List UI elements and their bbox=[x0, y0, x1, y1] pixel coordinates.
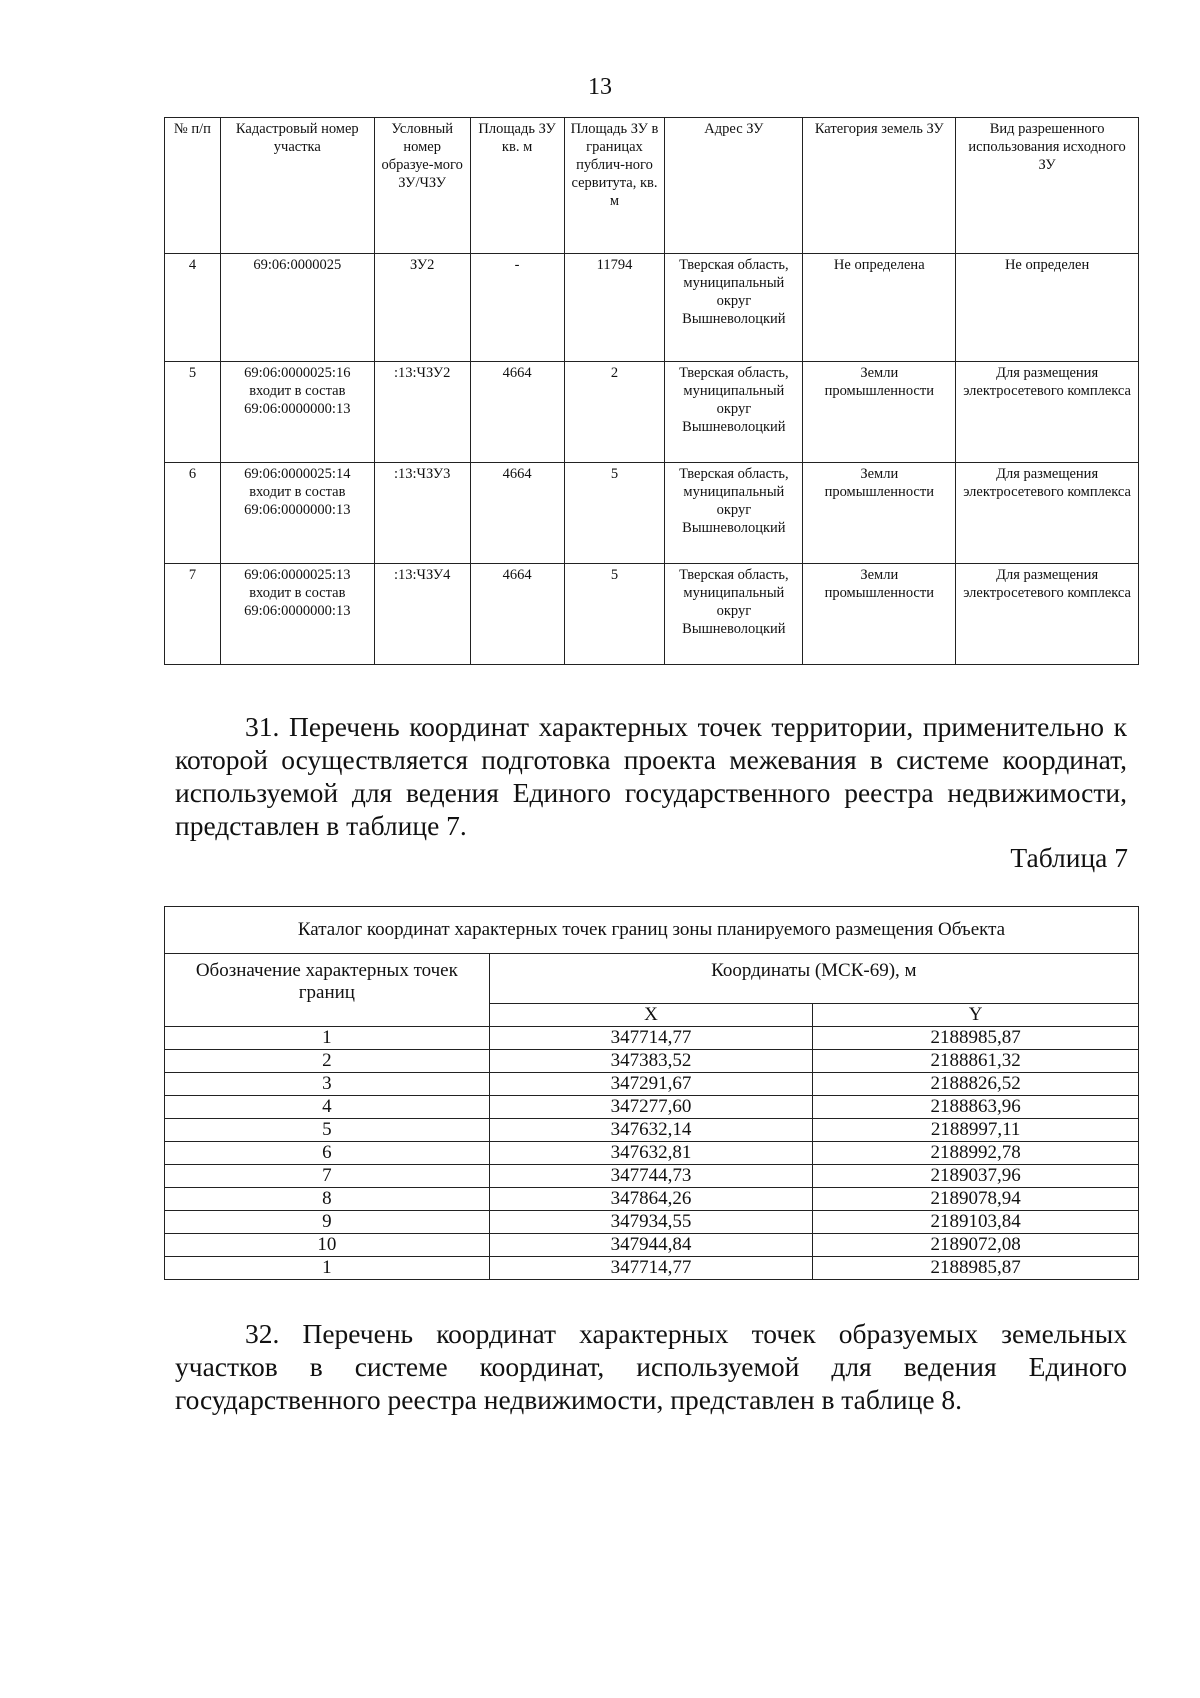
table-row bbox=[165, 463, 1139, 564]
y-value: 2188997,11 bbox=[813, 1119, 1139, 1142]
y-value: 2189072,08 bbox=[813, 1234, 1139, 1257]
parcel-area: - bbox=[470, 254, 564, 362]
conditional-number: :13:ЧЗУ2 bbox=[374, 362, 470, 463]
header-cell: Категория земель ЗУ bbox=[803, 118, 956, 254]
y-value: 2188985,87 bbox=[813, 1027, 1139, 1050]
x-value: 347944,84 bbox=[489, 1234, 813, 1257]
y-value: 2188992,78 bbox=[813, 1142, 1139, 1165]
row-number: 6 bbox=[165, 463, 221, 564]
x-value: 347277,60 bbox=[489, 1096, 813, 1119]
point-label: 3 bbox=[165, 1073, 490, 1096]
permitted-use: Для размещения электросетевого комплекса bbox=[956, 564, 1139, 665]
point-label: 1 bbox=[165, 1027, 490, 1050]
point-label: 10 bbox=[165, 1234, 490, 1257]
land-category: Земли промышленности bbox=[803, 362, 956, 463]
paragraph-32 bbox=[175, 1317, 1127, 1416]
servitude-area: 5 bbox=[564, 463, 665, 564]
x-value: 347714,77 bbox=[489, 1257, 813, 1280]
header-cell: Площадь ЗУ кв. м bbox=[470, 118, 564, 254]
parcels-table bbox=[164, 117, 1139, 665]
parcel-area: 4664 bbox=[470, 362, 564, 463]
y-column-header: Y bbox=[813, 1004, 1139, 1027]
header-cell: Площадь ЗУ в границах публич-ного сервитута, кв. м bbox=[564, 118, 665, 254]
table-row bbox=[165, 1027, 1139, 1050]
row-number: 7 bbox=[165, 564, 221, 665]
cadastral-number: 69:06:0000025:14 входит в состав 69:06:0000000:13 bbox=[220, 463, 374, 564]
y-value: 2189037,96 bbox=[813, 1165, 1139, 1188]
point-column-header: Обозначение характерных точек границ bbox=[165, 954, 490, 1027]
permitted-use: Не определен bbox=[956, 254, 1139, 362]
point-label: 7 bbox=[165, 1165, 490, 1188]
header-cell: Адрес ЗУ bbox=[665, 118, 803, 254]
land-category: Земли промышленности bbox=[803, 564, 956, 665]
cadastral-number: 69:06:0000025 bbox=[220, 254, 374, 362]
point-label: 8 bbox=[165, 1188, 490, 1211]
row-number: 4 bbox=[165, 254, 221, 362]
parcel-address: Тверская область, муниципальный округ Вышневолоцкий bbox=[665, 362, 803, 463]
y-value: 2188826,52 bbox=[813, 1073, 1139, 1096]
paragraph-31-text: 31. Перечень координат характерных точек территории, применительно к которой осуществляется подготовка проекта межевания в системе координат, используемой для ведения Единого государственного реестра недвижимости, представлен в таблице 7. bbox=[175, 711, 1127, 841]
y-value: 2188861,32 bbox=[813, 1050, 1139, 1073]
permitted-use: Для размещения электросетевого комплекса bbox=[956, 362, 1139, 463]
x-value: 347714,77 bbox=[489, 1027, 813, 1050]
table-row bbox=[165, 1142, 1139, 1165]
x-value: 347291,67 bbox=[489, 1073, 813, 1096]
header-cell: Условный номер образуе-мого ЗУ/ЧЗУ bbox=[374, 118, 470, 254]
table-7-title: Каталог координат характерных точек границ зоны планируемого размещения Объекта bbox=[165, 907, 1139, 954]
paragraph-31 bbox=[175, 710, 1127, 842]
servitude-area: 5 bbox=[564, 564, 665, 665]
x-value: 347934,55 bbox=[489, 1211, 813, 1234]
table-row bbox=[165, 1165, 1139, 1188]
parcel-address: Тверская область, муниципальный округ Вышневолоцкий bbox=[665, 254, 803, 362]
table-7-caption: Таблица 7 bbox=[1010, 842, 1128, 873]
land-category: Не определена bbox=[803, 254, 956, 362]
table-row bbox=[165, 1188, 1139, 1211]
conditional-number: :13:ЧЗУ3 bbox=[374, 463, 470, 564]
point-label: 2 bbox=[165, 1050, 490, 1073]
table-row bbox=[165, 564, 1139, 665]
x-value: 347744,73 bbox=[489, 1165, 813, 1188]
x-value: 347632,81 bbox=[489, 1142, 813, 1165]
header-cell: Кадастровый номер участка bbox=[220, 118, 374, 254]
point-label: 1 bbox=[165, 1257, 490, 1280]
point-label: 4 bbox=[165, 1096, 490, 1119]
x-value: 347632,14 bbox=[489, 1119, 813, 1142]
point-label: 6 bbox=[165, 1142, 490, 1165]
table-row bbox=[165, 1257, 1139, 1280]
y-value: 2188863,96 bbox=[813, 1096, 1139, 1119]
permitted-use: Для размещения электросетевого комплекса bbox=[956, 463, 1139, 564]
x-value: 347864,26 bbox=[489, 1188, 813, 1211]
row-number: 5 bbox=[165, 362, 221, 463]
table-row bbox=[165, 1050, 1139, 1073]
table-row bbox=[165, 1096, 1139, 1119]
table-row bbox=[165, 362, 1139, 463]
coordinates-table bbox=[164, 906, 1139, 1280]
table-row bbox=[165, 1119, 1139, 1142]
point-label: 5 bbox=[165, 1119, 490, 1142]
table-row bbox=[165, 1234, 1139, 1257]
header-cell: № п/п bbox=[165, 118, 221, 254]
paragraph-32-text: 32. Перечень координат характерных точек образуемых земельных участков в системе координат, используемой для ведения Единого государственного реестра недвижимости, представлен в таблице 8. bbox=[175, 1318, 1127, 1415]
y-value: 2189078,94 bbox=[813, 1188, 1139, 1211]
header-cell: Вид разрешенного использования исходного ЗУ bbox=[956, 118, 1139, 254]
table-header-row bbox=[165, 118, 1139, 254]
table-row bbox=[165, 254, 1139, 362]
x-column-header: X bbox=[489, 1004, 813, 1027]
cadastral-number: 69:06:0000025:13 входит в состав 69:06:0000000:13 bbox=[220, 564, 374, 665]
servitude-area: 2 bbox=[564, 362, 665, 463]
y-value: 2189103,84 bbox=[813, 1211, 1139, 1234]
x-value: 347383,52 bbox=[489, 1050, 813, 1073]
point-label: 9 bbox=[165, 1211, 490, 1234]
conditional-number: :13:ЧЗУ4 bbox=[374, 564, 470, 665]
parcel-address: Тверская область, муниципальный округ Вышневолоцкий bbox=[665, 564, 803, 665]
y-value: 2188985,87 bbox=[813, 1257, 1139, 1280]
servitude-area: 11794 bbox=[564, 254, 665, 362]
table-row bbox=[165, 1073, 1139, 1096]
parcel-area: 4664 bbox=[470, 463, 564, 564]
page-number: 13 bbox=[588, 74, 612, 100]
land-category: Земли промышленности bbox=[803, 463, 956, 564]
coordinates-column-header: Координаты (МСК-69), м bbox=[489, 954, 1138, 1004]
cadastral-number: 69:06:0000025:16 входит в состав 69:06:0000000:13 bbox=[220, 362, 374, 463]
conditional-number: ЗУ2 bbox=[374, 254, 470, 362]
parcel-area: 4664 bbox=[470, 564, 564, 665]
parcel-address: Тверская область, муниципальный округ Вышневолоцкий bbox=[665, 463, 803, 564]
table-row bbox=[165, 1211, 1139, 1234]
